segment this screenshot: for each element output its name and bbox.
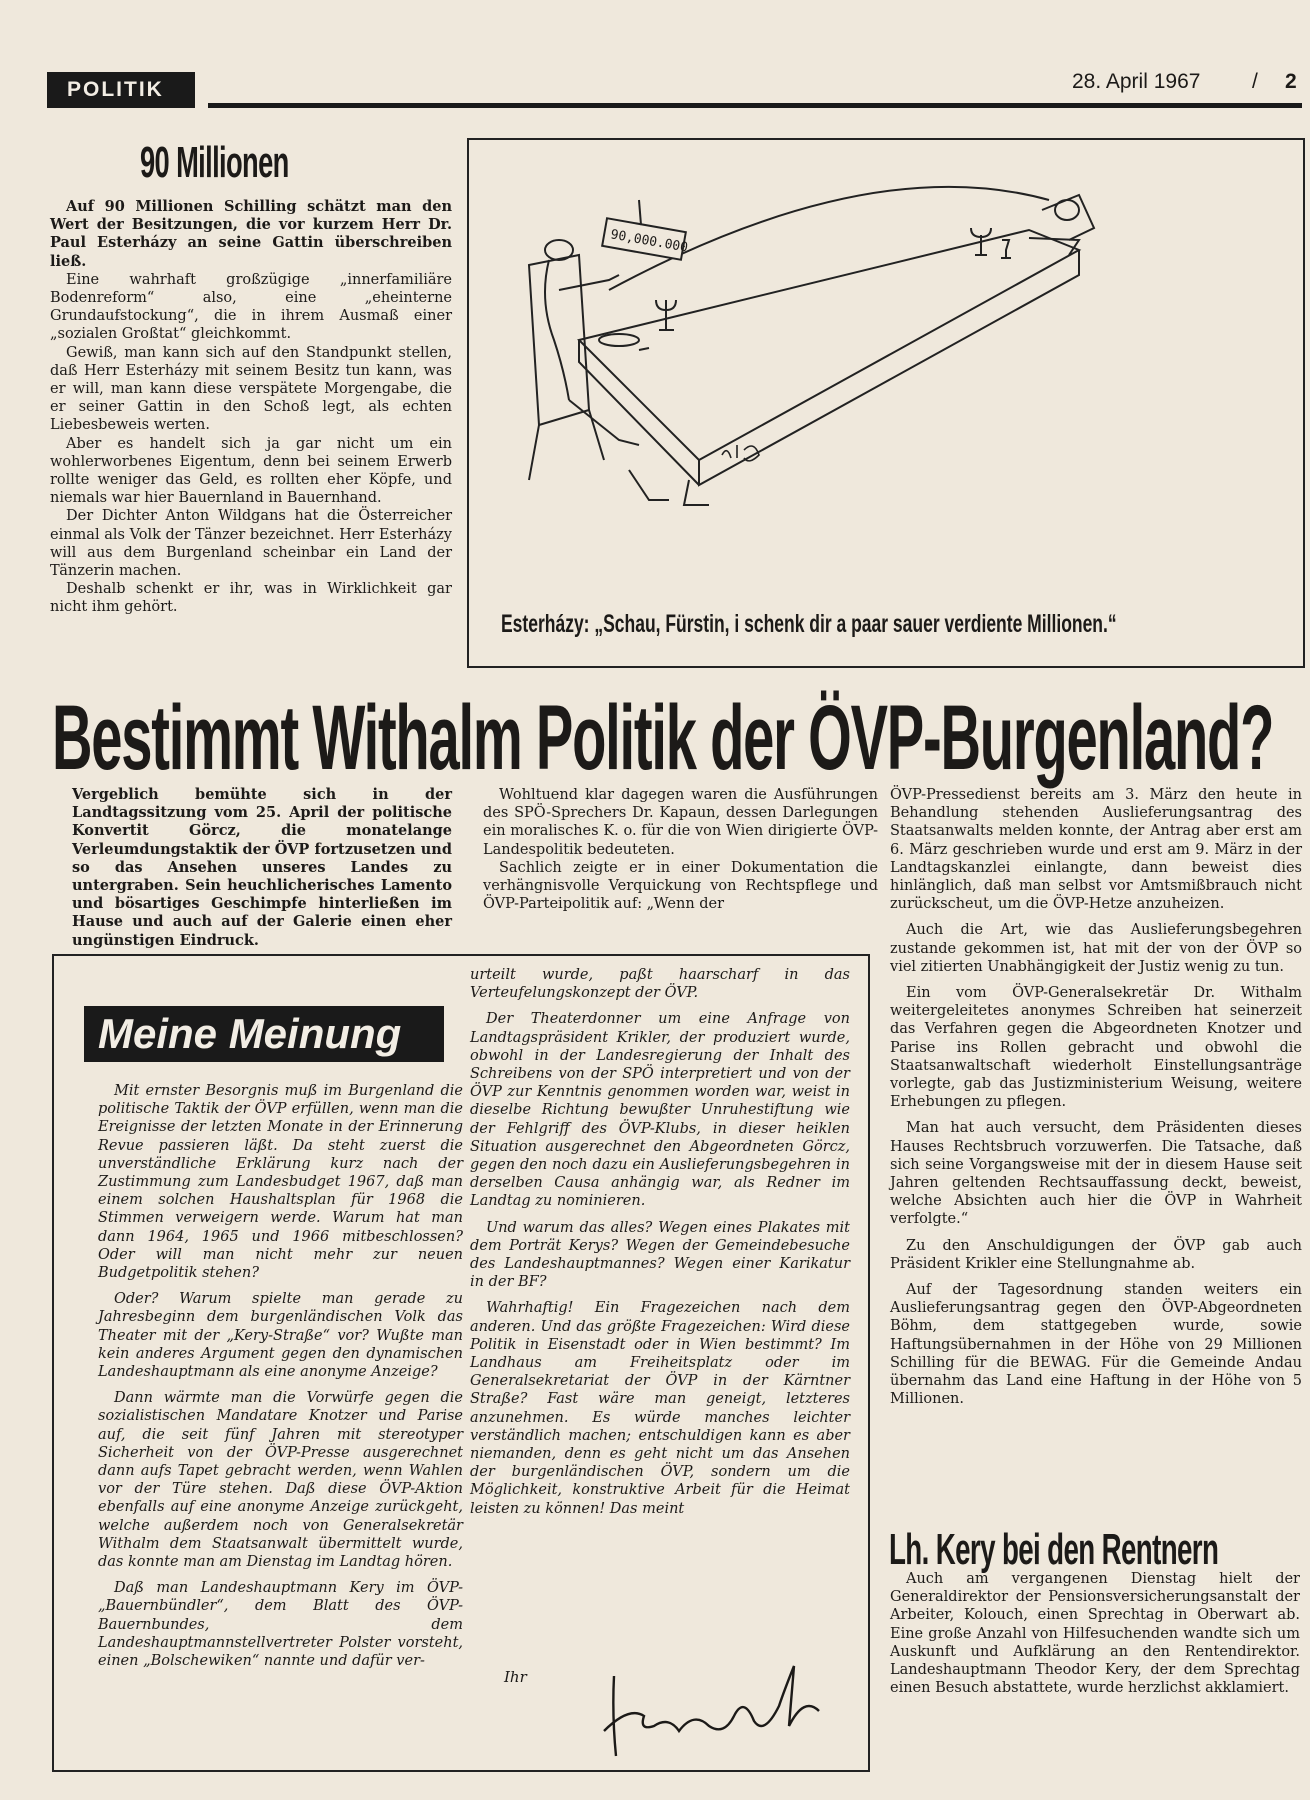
paragraph: urteilt wurde, paßt haarscharf in das Verteufelungskonzept der ÖVP. xyxy=(470,967,850,1002)
cartoon-sign: 90,000.000 xyxy=(609,227,689,256)
article-headline-90-millionen: 90 Millionen xyxy=(140,138,289,187)
opinion-closing: Ihr xyxy=(504,1668,527,1686)
opinion-column-1 xyxy=(98,1082,463,1670)
paragraph: Eine wahrhaft großzügige „innerfamiliäre Bodenreform“ also, eine „eheinterne Grundaufstockung“, die in ihrem Ausmaß einer „sozialen Großtat“ gleichkommt. xyxy=(50,271,452,343)
article-withalm-lead xyxy=(72,786,452,950)
paragraph: Dann wärmte man die Vorwürfe gegen die sozialistischen Mandatare Knotzer und Parise auf, die seit fünf Jahren mit stereotyper Sicherheit von der ÖVP-Presse ausgerechnet dann aufs Tapet gebracht werden, wenn Wahlen vor der Türe stehen. Daß diese ÖVP-Aktion ebenfalls auf eine anonyme Anzeige zurückgeht, welche außerdem noch von Generalsekretär Withalm dem Staatsanwalt übermittelt wurde, das konnte man am Dienstag im Landtag hören. xyxy=(98,1390,463,1571)
date-separator: / xyxy=(1252,70,1258,93)
header-rule xyxy=(208,103,1302,108)
article-headline-withalm: Bestimmt Withalm Politik der ÖVP-Burgenland? xyxy=(52,687,1274,789)
author-signature xyxy=(584,1636,834,1766)
paragraph: Man hat auch versucht, dem Präsidenten dieses Hauses Rechtsbruch vorzuwerfen. Die Tatsache, daß sich seine Vorgangsweise mit der in diesem Hause seit Jahren geltenden Rechtsauffassung deckt, beweist, welche Absichten auch hier die ÖVP in Wahrheit verfolgte.“ xyxy=(890,1120,1302,1228)
paragraph: Sachlich zeigte er in einer Dokumentation die verhängnisvolle Verquickung von Rechtspflege und ÖVP-Parteipolitik auf: „Wenn der xyxy=(483,859,878,913)
paragraph: Zu den Anschuldigungen der ÖVP gab auch Präsident Krikler eine Stellungnahme ab. xyxy=(890,1237,1302,1272)
section-rubric xyxy=(47,72,195,108)
article-90-millionen-body xyxy=(50,198,452,617)
paragraph: Und warum das alles? Wegen eines Plakates mit dem Porträt Kerys? Wegen der Gemeindebesuche des Landeshauptmannes? Wegen einer Karikatur in der BF? xyxy=(470,1219,850,1291)
opinion-box xyxy=(52,954,870,1772)
paragraph: Wohltuend klar dagegen waren die Ausführungen des SPÖ-Sprechers Dr. Kapaun, dessen Darlegungen ein moralisches K. o. für die von Wien dirigierte ÖVP-Landespolitik bedeuteten. xyxy=(483,787,878,858)
paragraph: Oder? Warum spielte man gerade zu Jahresbeginn dem burgenländischen Volk das Theater mit der „Kery-Straße“ vor? Wußte man kein anderes Argument gegen den dynamischen Landeshauptmann als eine anonyme Anzeige? xyxy=(98,1291,463,1381)
paragraph: Auf der Tagesordnung standen weiters ein Auslieferungsantrag gegen den ÖVP-Abgeordneten Böhm, dem stattgegeben wurde, sowie Haftungsübernahmen in der Höhe von 29 Millionen Schilling für die BEWAG. Für die Gemeinde Andau übernahm das Land eine Haftung in der Höhe von 5 Millionen. xyxy=(890,1282,1302,1408)
paragraph: Daß man Landeshauptmann Kery im ÖVP-„Bauernbündler“, dem Blatt des ÖVP-Bauernbundes, dem Landeshauptmannstellvertreter Polster vorsteht, einen „Bolschewiken“ nannte und dafür ver- xyxy=(98,1580,463,1670)
article-lead: Vergeblich bemühte sich in der Landtagssitzung vom 25. April der politische Konvertit Görcz, die monatelange Verleumdungstaktik der ÖVP fortzusetzen und so das Ansehen unseres Landes zu untergraben. Sein heuchlicherisches Lamento und bösartiges Geschimpfe hinterließen im Hause und auch auf der Galerie einen eher ungünstigen Eindruck. xyxy=(72,786,452,949)
opinion-column-2 xyxy=(470,966,850,1518)
paragraph: Der Dichter Anton Wildgans hat die Österreicher einmal als Volk der Tänzer bezeichnet. Herr Esterházy will aus dem Burgenland scheinbar ein Land der Tänzerin machen. xyxy=(50,508,452,580)
opinion-title-banner xyxy=(84,1006,444,1062)
paragraph: ÖVP-Pressedienst bereits am 3. März den heute in Behandlung stehenden Auslieferungsantrag des Staatsanwalts melden konnte, der Antrag aber erst am 6. März geschrieben wurde und erst am 9. März in der Landtagskanzlei einlangte, dann beweist dies hinlänglich, daß man selbst vor Amtsmißbrauch nicht zurückscheut, um die ÖVP-Hetze anzuheizen. xyxy=(890,787,1302,913)
paragraph: Auch am vergangenen Dienstag hielt der Generaldirektor der Pensionsversicherungsanstalt der Arbeiter, Kolouch, einen Sprechtag in Oberwart ab. Eine große Anzahl von Hilfesuchenden wandte sich um Auskunft und Aufklärung an den Rentendirektor. Landeshauptmann Theodor Kery, der dem Sprechtag einen Besuch abstattete, wurde herzlichst akklamiert. xyxy=(890,1571,1300,1697)
paragraph: Wahrhaftig! Ein Fragezeichen nach dem anderen. Und das größte Fragezeichen: Wird diese Politik in Eisenstadt oder in Wien bestimmt? Im Landhaus am Freiheitsplatz oder im Generalsekretariat der ÖVP in der Kärntner Straße? Fast wäre man geneigt, letzteres anzunehmen. Es würde manches leichter verständlich machen; entschuldigen kann es aber niemanden, denn es geht nicht um das Ansehen der burgenländischen ÖVP, sondern um die Möglichkeit, konstruktive Arbeit für die Heimat leisten zu können! Das meint xyxy=(470,1300,850,1517)
article-kery-body xyxy=(890,1570,1300,1697)
paragraph: Der Theaterdonner um eine Anfrage von Landtagspräsident Krikler, der produziert wurde, obwohl in der Landesregierung der Inhalt des Schreibens von der SPÖ interpretiert und von der ÖVP zur Kenntnis genommen worden war, weist in dieselbe Richtung bewußter Unruhestiftung wie der Fehlgriff des ÖVP-Klubs, in dieser heiklen Situation ausgerechnet den Abgeordneten Görcz, gegen den noch dazu ein Auslieferungsbegehren in derselben Causa anhängig war, als Redner im Landtag zu nominieren. xyxy=(470,1011,850,1210)
cartoon-frame xyxy=(467,138,1305,668)
article-lead: Auf 90 Millionen Schilling schätzt man den Wert der Besitzungen, die vor kurzem Herr Dr. Paul Esterházy an seine Gattin überschreiben ließ. xyxy=(50,198,452,270)
paragraph: Mit ernster Besorgnis muß im Burgenland die politische Taktik der ÖVP erfüllen, wenn man die Ereignisse der letzten Monate in der Erinnerung Revue passieren läßt. Da steht zuerst die unverständliche Erklärung kurz nach der Zustimmung zum Landesbudget 1967, daß man einem solchen Haushaltsplan für 1968 die Stimmen verweigern werde. Warum hat man dann 1964, 1965 und 1966 mitbeschlossen? Oder will man nicht mehr zur neuen Budgetpolitik stehen? xyxy=(98,1083,463,1282)
cartoon-caption: Esterházy: „Schau, Fürstin, i schenk dir a paar sauer verdiente Millionen.“ xyxy=(501,610,1117,638)
paragraph: Gewiß, man kann sich auf den Standpunkt stellen, daß Herr Esterházy mit seinem Besitz tun kann, was er will, man kann diese verspätete Morgengabe, die er seiner Gattin in den Schoß legt, als echten Liebesbeweis werten. xyxy=(50,344,452,434)
section-label: POLITIK xyxy=(67,78,164,101)
article-withalm-column-3 xyxy=(890,786,1302,1409)
paragraph: Ein vom ÖVP-Generalsekretär Dr. Withalm weitergeleitetes anonymes Schreiben hat seinerzeit das Verfahren gegen die Abgeordneten Knotzer und Parise ins Rollen gebracht und obwohl die Staatsanwaltschaft wiederholt Einstellungsanträge vorlegte, gab das Justizministerium Weisung, weitere Erhebungen zu pflegen. xyxy=(890,985,1302,1111)
page-number: 2 xyxy=(1285,70,1297,93)
article-withalm-column-2 xyxy=(483,786,878,913)
article-headline-kery: Lh. Kery bei den Rentnern xyxy=(889,1525,1219,1574)
paragraph: Auch die Art, wie das Auslieferungsbegehren zustande gekommen ist, hat mit der von der ÖVP so viel zitierten Unabhängigkeit der Justiz wenig zu tun. xyxy=(890,922,1302,975)
cartoon-illustration xyxy=(469,140,1303,666)
issue-date: 28. April 1967 xyxy=(1072,70,1201,93)
paragraph: Deshalb schenkt er ihr, was in Wirklichkeit gar nicht ihm gehört. xyxy=(50,581,452,616)
opinion-title: Meine Meinung xyxy=(98,1010,402,1057)
paragraph: Aber es handelt sich ja gar nicht um ein wohlerworbenes Eigentum, denn bei seinem Erwerb rollte weniger das Geld, es rollten eher Köpfe, und niemals war hier Bauernland in Bauernhand. xyxy=(50,435,452,507)
